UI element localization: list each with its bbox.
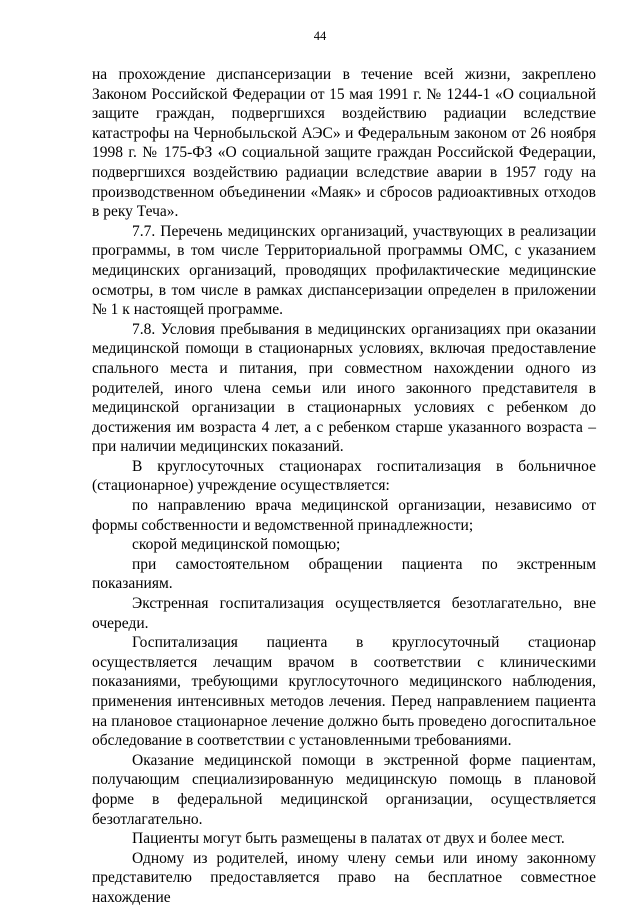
paragraph-federal-organization: Оказание медицинской помощи в экстренной форме пациентам, получающим специализированную медицинскую помощь в плановой форме в федеральной медицинской организации, осуществляется безотлагательно.	[92, 751, 596, 828]
page-number: 44	[313, 29, 327, 43]
paragraph-parent-stay: Одному из родителей, иному члену семьи или иному законному представителю предоставляется право на бесплатное совместное нахождение	[92, 849, 596, 906]
paragraph-7-7: 7.7. Перечень медицинских организаций, участвующих в реализации программы, в том числе Территориальной программы ОМС, с указанием медицинских организаций, проводящих профилактические медицинские осмотры, в том числе в рамках диспансеризации определен в приложении № 1 к настоящей программе.	[92, 222, 596, 319]
paragraph-7-8: 7.8. Условия пребывания в медицинских организациях при оказании медицинской помощи в стационарных условиях, включая предоставление спального места и питания, при совместном нахождении одного из родителей, иного члена семьи или иного законного представителя в медицинской организации в стационарных условиях с ребенком до достижения им возраста 4 лет, а с ребенком старше указанного возраста – при наличии медицинских показаний.	[92, 320, 596, 456]
paragraph-wards: Пациенты могут быть размещены в палатах от двух и более мест.	[132, 830, 565, 848]
paragraph-round-the-clock: Госпитализация пациента в круглосуточный стационар осуществляется лечащим врачом в соответствии с клиническими показаниями, требующими круглосуточного медицинского наблюдения, применения интенсивных методов лечения. Перед направлением пациента на плановое стационарное лечение должно быть проведено догоспитальное обследование в соответствии с установленными требованиями.	[92, 634, 596, 750]
paragraph-ambulance: скорой медицинской помощью;	[132, 536, 341, 554]
document-body	[92, 65, 596, 908]
paragraph-self-referral: при самостоятельном обращении пациента по экстренным показаниям.	[92, 555, 596, 593]
paragraph-emergency: Экстренная госпитализация осуществляется безотлагательно, вне очереди.	[92, 595, 596, 632]
paragraph-dispensary-law: на прохождение диспансеризации в течение всей жизни, закреплено Законом Российской Федерации от 15 мая 1991 г. № 1244-1 «О социальной защите граждан, подвергшихся воздействию радиации вследствие катастрофы на Чернобыльской АЭС» и Федеральным законом от 26 ноября 1998 г. № 175-ФЗ «О социальной защите граждан Российской Федерации, подвергшихся воздействию радиации вследствие аварии в 1957 году на производственном объединении «Маяк» и сбросов радиоактивных отходов в реку Теча».	[92, 66, 596, 221]
paragraph-referral: по направлению врача медицинской организации, независимо от формы собственности и ведомственной принадлежности;	[92, 497, 596, 534]
paragraph-hospitalization-intro: В круглосуточных стационарах госпитализация в больничное (стационарное) учреждение осуществляется:	[92, 457, 596, 495]
